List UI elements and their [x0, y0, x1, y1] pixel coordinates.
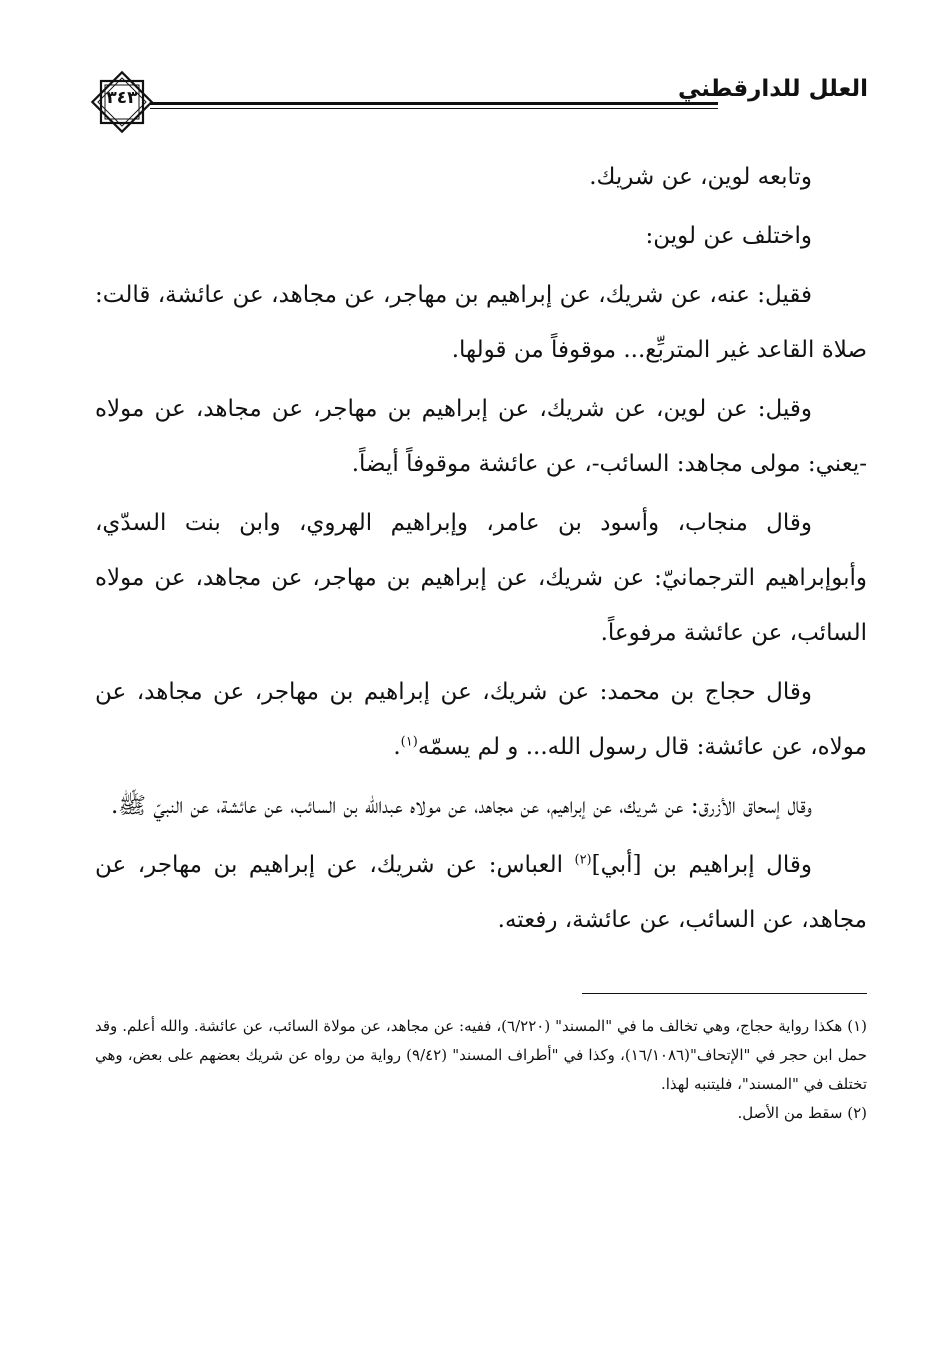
paragraph-8: [95, 838, 867, 948]
footnote-ref-2: (٢): [574, 852, 592, 868]
paragraph-8-before: وقال إبراهيم بن [أبي]: [591, 852, 812, 878]
page-header: [88, 68, 868, 128]
footnote-2: (٢) سقط من الأصل.: [737, 1104, 867, 1122]
footnote-1: (١) هكذا رواية حجاج، وهي تخالف ما في "المسند" (٦/٢٢٠)، ففيه: عن مجاهد، عن مولاة السائب، عن عائشة. والله أعلم. وقد حمل ابن حجر في "الإتحاف"(١٦/١٠٨٦)، وكذا في "أطراف المسند" (٩/٤٢) رواية من رواه عن شريك بعضهم على بعض، وهي تختلف في "المسند"، فليتنبه لهذا.: [95, 1017, 867, 1093]
paragraph-2: واختلف عن لوين:: [645, 223, 812, 249]
paragraph-4: وقيل: عن لوين، عن شريك، عن إبراهيم بن مهاجر، عن مجاهد، عن مولاه -يعني: مولى مجاهد: السائب-، عن عائشة موقوفاً أيضاً.: [95, 396, 867, 477]
paragraph-6: [95, 665, 867, 775]
footnote-ref-1: (١): [400, 734, 418, 750]
main-text: [95, 150, 867, 952]
paragraph-6-text: وقال حجاج بن محمد: عن شريك، عن إبراهيم بن مهاجر، عن مجاهد، عن مولاه، عن عائشة: قال رسول الله... و لم يسمّه: [95, 679, 867, 760]
paragraph-8-after: العباس: عن شريك، عن إبراهيم بن مهاجر، عن مجاهد، عن السائب، عن عائشة، رفعته.: [95, 852, 867, 933]
page-number: ٣٤٣: [106, 88, 138, 108]
footnotes: [95, 1012, 867, 1128]
header-rule: [150, 102, 718, 109]
paragraph-1: وتابعه لوين، عن شريك.: [589, 164, 812, 190]
paragraph-5: وقال منجاب، وأسود بن عامر، وإبراهيم الهروي، وابن بنت السدّي، وأبوإبراهيم الترجمانيّ: عن شريك، عن إبراهيم بن مهاجر، عن مجاهد، عن مولاه السائب، عن عائشة مرفوعاً.: [95, 510, 867, 646]
paragraph-3: فقيل: عنه، عن شريك، عن إبراهيم بن مهاجر، عن مجاهد، عن عائشة، قالت: صلاة القاعد غير المتربِّع... موقوفاً من قولها.: [95, 282, 867, 363]
paragraph-6-end: .: [393, 734, 401, 760]
book-title: العلل للدارقطني: [678, 76, 868, 102]
footnote-separator: [582, 993, 867, 994]
paragraph-7: وقال إسحاق الأزرق: عن شريك، عن إبراهيم، عن مجاهد، عن مولاه عبدالله بن السائب، عن عائشة، عن النبيّ ﷺ.: [110, 793, 812, 819]
